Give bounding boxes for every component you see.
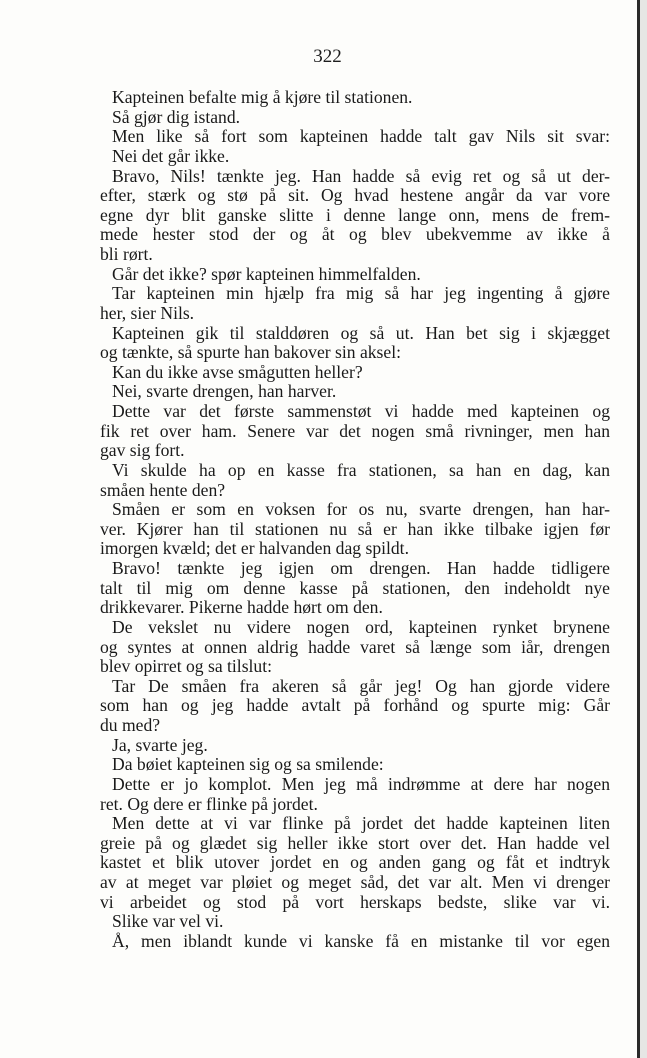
text-line: Bravo! tænkte jeg igjen om drengen. Han hadde tidligere <box>112 559 610 578</box>
text-line: Tar kapteinen min hjælp fra mig så har jeg ingenting å gjøre <box>112 284 610 304</box>
text-line: Nei det går ikke. <box>112 145 230 166</box>
text-line: Bravo, Nils! tænkte jeg. Han hadde så evig ret og så ut der- <box>112 166 610 186</box>
text-line: Småen er som en voksen for os nu, svarte drengen, han har- <box>112 500 610 520</box>
text-line: gav sig fort. <box>100 440 185 461</box>
text-line: fik ret over ham. Senere var det nogen små rivninger, men han <box>100 421 610 441</box>
text-line: Dette er jo komplot. Men jeg må indrømme at dere har nogen <box>112 774 610 794</box>
text-line: småen hente den? <box>100 479 226 500</box>
text-line: bli rørt. <box>100 244 153 264</box>
text-line: Vi skulde ha op en kasse fra stationen, sa han en dag, kan <box>112 460 610 480</box>
text-line: Å, men iblandt kunde vi kanske få en mistanke til vor egen <box>112 931 610 951</box>
page-number: 322 <box>313 46 342 67</box>
text-line: greie på og glædet sig heller ikke stort over det. Han hadde vel <box>100 833 610 853</box>
text-line: egne dyr blit ganske slitte i denne lange onn, mens de frem- <box>100 205 610 225</box>
body-text <box>100 88 610 952</box>
text-line: Kan du ikke avse smågutten heller? <box>112 361 363 382</box>
text-line: og syntes at onnen aldrig hadde varet så længe som iår, drengen <box>100 637 610 657</box>
text-line: Da bøiet kapteinen sig og sa smilende: <box>112 754 384 775</box>
text-line: Dette var det første sammenstøt vi hadde med kapteinen og <box>112 402 610 421</box>
text-line: Nei, svarte drengen, han harver. <box>112 381 337 402</box>
text-line: Går det ikke? spør kapteinen himmelfalden. <box>112 263 421 284</box>
text-line: Men dette at vi var flinke på jordet det hadde kapteinen liten <box>112 814 610 834</box>
text-line: imorgen kvæld; det er halvanden dag spildt. <box>100 538 409 559</box>
text-line: Så gjør dig istand. <box>112 106 241 127</box>
text-line: og tænkte, så spurte han bakover sin aksel: <box>100 342 401 363</box>
text-line: her, sier Nils. <box>100 302 195 323</box>
text-line: drikkevarer. Pikerne hadde hørt om den. <box>100 597 383 618</box>
text-line: Slike var vel vi. <box>112 911 224 932</box>
text-line: vi arbeidet og stod på vort herskaps bedste, slike var vi. <box>100 892 610 912</box>
text-line: Tar De småen fra akeren så går jeg! Og han gjorde videre <box>112 676 610 696</box>
text-line: mede hester stod der og åt og blev ubekvemme av ikke å <box>100 225 610 245</box>
text-line: som han og jeg hadde avtalt på forhånd og spurte mig: Går <box>100 696 610 716</box>
text-line: du med? <box>100 715 161 735</box>
text-line: av at meget var pløiet og meget såd, det var alt. Men vi drenger <box>100 873 610 892</box>
text-line: Ja, svarte jeg. <box>112 734 208 755</box>
text-line: efter, stærk og stø på sit. Og hvad hestene angår da var vore <box>100 186 610 206</box>
text-line: Kapteinen befalte mig å kjøre til stationen. <box>112 87 413 107</box>
text-line: ret. Og dere er flinke på jordet. <box>100 793 318 814</box>
text-line: ver. Kjører han til stationen nu så er han ikke tilbake igjen før <box>100 519 610 539</box>
text-line: blev opirret og sa tilslut: <box>100 656 273 677</box>
text-line: kastet et blik utover jordet en og anden gang og fåt et indtryk <box>100 853 610 873</box>
text-line: De vekslet nu videre nogen ord, kapteinen rynket brynene <box>112 617 610 637</box>
text-line: Kapteinen gik til stalddøren og så ut. Han bet sig i skjægget <box>112 323 610 343</box>
page-margin-shadow <box>640 0 647 1058</box>
text-line: talt til mig om denne kasse på stationen, den indeholdt nye <box>100 578 610 598</box>
text-line: Men like så fort som kapteinen hadde talt gav Nils sit svar: <box>112 127 610 147</box>
